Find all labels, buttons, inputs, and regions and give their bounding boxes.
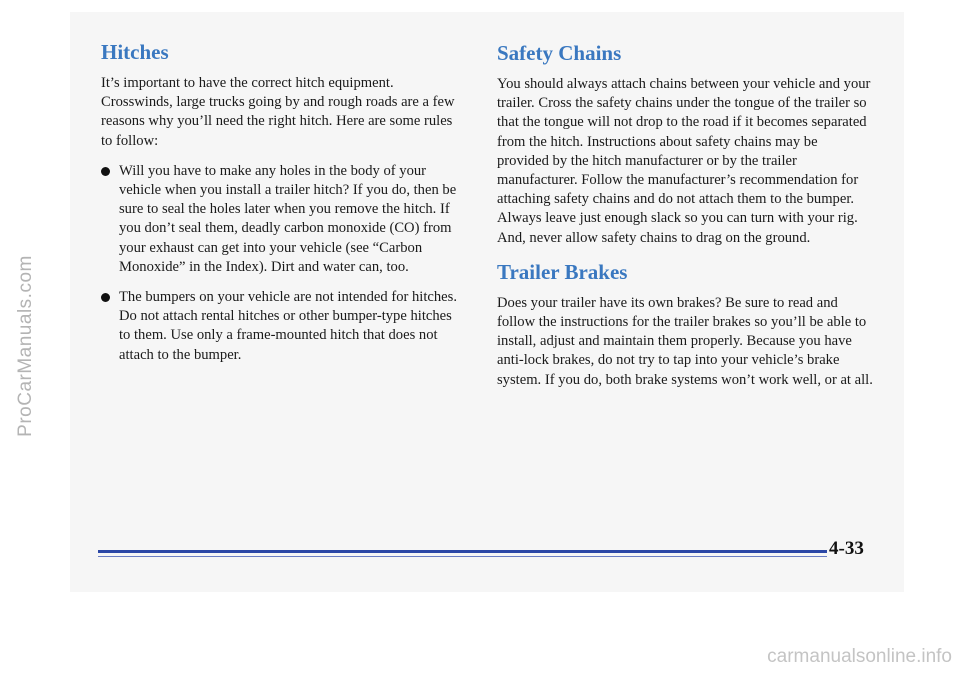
trailer-brakes-text: Does your trailer have its own brakes? Be sure to read and follow the instructions for the trailer brakes so you’ll be able to install, adjust and maintain them properly. Because you have anti-lock brakes, do not try to tap into your vehicle’s brake system. If you do, both brake systems won’t work well, or at all.	[497, 294, 873, 388]
hitches-intro: It’s important to have the correct hitch equipment. Crosswinds, large trucks going by and rough roads are a few reasons why you’ll need the right hitch. Here are some rules to follow:	[101, 75, 455, 149]
footer-rule-thin	[98, 556, 827, 557]
hitches-heading: Hitches	[101, 40, 169, 64]
bullet-icon	[101, 293, 110, 302]
list-item	[101, 162, 463, 277]
hitch-rules-list	[101, 162, 463, 365]
trailer-brakes-heading: Trailer Brakes	[497, 259, 628, 284]
footer-rule	[98, 550, 827, 553]
safety-chains-text: You should always attach chains between your vehicle and your trailer. Cross the safety chains under the tongue of the trailer so that the tongue will not drop to the road if it becomes separated from the hitch. Instructions about safety chains may be provided by the hitch manufacturer or by the trailer manufacturer. Follow the manufacturer’s recommendation for attaching safety chains and do not attach them to the bumper. Always leave just enough slack so you can turn with your rig. And, never allow safety chains to drag on the ground.	[497, 76, 871, 246]
bottom-watermark: carmanualsonline.info	[767, 646, 952, 667]
left-column	[101, 40, 463, 365]
list-item-text: The bumpers on your vehicle are not intended for hitches. Do not attach rental hitches or other bumper-type hitches to them. Use only a frame-mounted hitch that does not attach to the bumper.	[119, 289, 457, 363]
list-item-text: Will you have to make any holes in the body of your vehicle when you install a trailer hitch? If you do, then be sure to seal the holes later when you remove the hitch. If you don’t seal them, deadly carbon monoxide (CO) from your exhaust can get into your vehicle (see “Carbon Monoxide” in the Index). Dirt and water can, too.	[119, 162, 457, 275]
right-column	[497, 41, 873, 390]
page-number: 4-33	[829, 538, 864, 559]
safety-chains-heading: Safety Chains	[497, 41, 622, 65]
side-watermark: ProCarManuals.com	[15, 255, 36, 437]
list-item	[101, 288, 463, 365]
bullet-icon	[101, 167, 110, 176]
